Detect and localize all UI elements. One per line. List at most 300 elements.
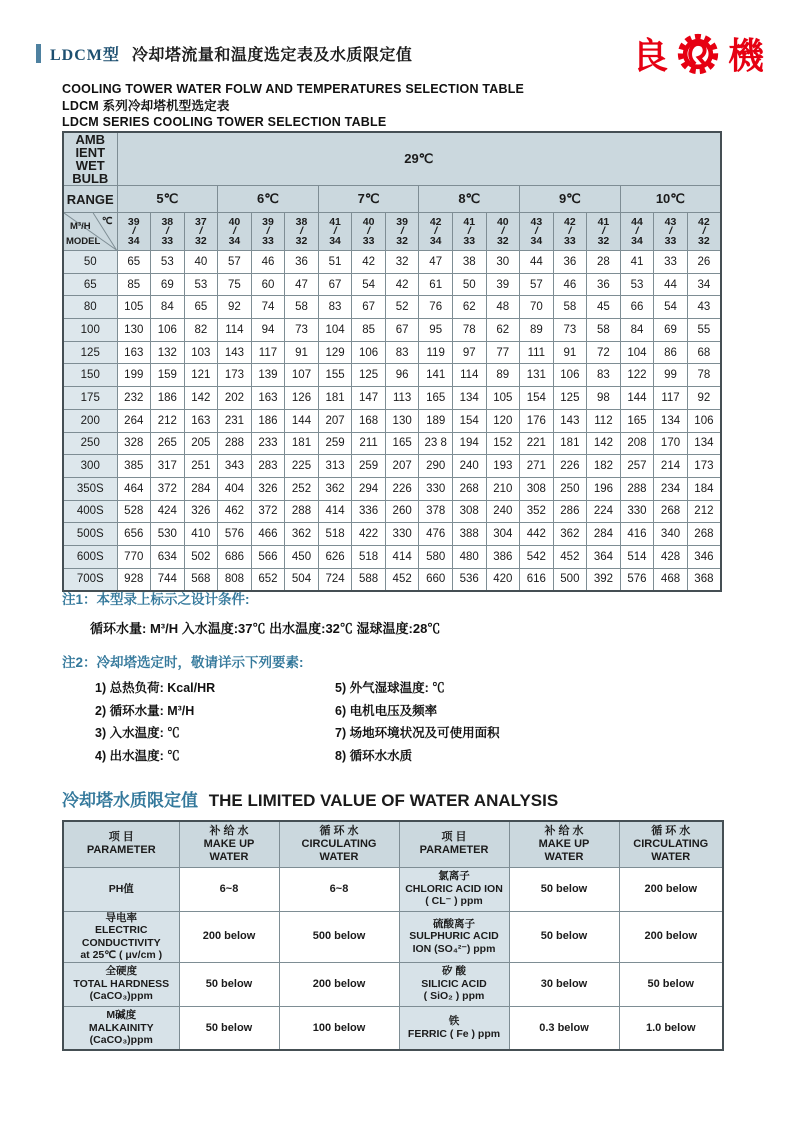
flow-value-cell: 129 (318, 341, 352, 364)
water-cell-line: ELECTRIC CONDUCTIVITY (81, 924, 161, 949)
flow-value-cell: 193 (486, 455, 520, 478)
fraction-slash: / (266, 225, 270, 237)
outlet-temp: 34 (429, 235, 442, 247)
flow-value-cell: 26 (687, 251, 721, 274)
water-table-header-row (63, 821, 723, 867)
flow-value-cell: 414 (385, 545, 419, 568)
selection-row (63, 409, 721, 432)
flow-value-cell: 159 (151, 364, 185, 387)
inlet-outlet-temp-header (251, 213, 285, 251)
flow-value-cell: 78 (687, 364, 721, 387)
water-header-line: 循 环 水 (651, 824, 691, 837)
brand-logo-right-char: 機 (727, 35, 764, 76)
flow-value-cell: 207 (385, 455, 419, 478)
flow-value-cell: 176 (520, 409, 554, 432)
water-limit-cell (509, 911, 619, 962)
flow-value-cell: 211 (352, 432, 386, 455)
flow-value-cell: 308 (452, 500, 486, 523)
flow-value-cell: 416 (620, 523, 654, 546)
flow-value-cell: 104 (620, 341, 654, 364)
water-column-header (63, 821, 179, 867)
model-cell: 500S (63, 523, 117, 546)
water-cell-line: ION (SO₄²⁻) ppm (412, 942, 496, 955)
flow-value-cell: 96 (385, 364, 419, 387)
water-limit-cell (619, 1006, 723, 1050)
flow-value-cell: 392 (587, 568, 621, 591)
flow-unit-label: M³/H (70, 221, 91, 232)
inlet-temp: 39 (262, 216, 274, 228)
flow-value-cell: 259 (352, 455, 386, 478)
water-cell-line: 矽 酸 (442, 965, 466, 978)
inlet-temp: 40 (496, 216, 509, 228)
flow-value-cell: 343 (218, 455, 252, 478)
flow-value-cell: 39 (486, 273, 520, 296)
water-analysis-table (62, 820, 724, 1051)
water-limit-cell (179, 911, 279, 962)
flow-value-cell: 330 (419, 477, 453, 500)
water-header-line: 补 给 水 (209, 824, 249, 837)
flow-value-cell: 154 (452, 409, 486, 432)
flow-value-cell: 616 (520, 568, 554, 591)
water-parameter-cell (63, 911, 179, 962)
inlet-temp: 41 (597, 216, 610, 228)
flow-value-cell: 112 (587, 409, 621, 432)
water-cell-line: M碱度 (106, 1009, 137, 1021)
flow-value-cell: 530 (151, 523, 185, 546)
selection-row (63, 296, 721, 319)
water-cell-line: 30 below (540, 977, 588, 990)
flow-value-cell: 528 (117, 500, 151, 523)
range-group: 7℃ (318, 186, 419, 213)
flow-value-cell: 372 (151, 477, 185, 500)
flow-value-cell: 70 (520, 296, 554, 319)
selection-row (63, 523, 721, 546)
flow-value-cell: 89 (486, 364, 520, 387)
flow-value-cell: 134 (687, 432, 721, 455)
flow-value-cell: 154 (520, 387, 554, 410)
flow-value-cell: 130 (385, 409, 419, 432)
flow-value-cell: 62 (486, 319, 520, 342)
water-header-line: MAKE UP (538, 837, 590, 850)
outlet-temp: 32 (597, 235, 610, 247)
flow-value-cell: 424 (151, 500, 185, 523)
range-group: 8℃ (419, 186, 520, 213)
water-cell-line: 100 below (312, 1021, 366, 1034)
water-cell-line: SILICIC ACID (421, 977, 487, 990)
flow-value-cell: 304 (486, 523, 520, 546)
flow-value-cell: 50 (452, 273, 486, 296)
water-parameter-cell (399, 962, 509, 1006)
flow-value-cell: 181 (553, 432, 587, 455)
flow-value-cell: 168 (352, 409, 386, 432)
flow-value-cell: 105 (117, 296, 151, 319)
flow-value-cell: 271 (520, 455, 554, 478)
water-analysis-title-zh: 冷却塔水质限定值 (62, 791, 198, 810)
flow-value-cell: 536 (452, 568, 486, 591)
flow-value-cell: 212 (151, 409, 185, 432)
flow-value-cell: 114 (218, 319, 252, 342)
page-title: 冷却塔流量和温度选定表及水质限定值 (131, 47, 413, 64)
flow-value-cell: 724 (318, 568, 352, 591)
outlet-temp: 32 (295, 235, 308, 247)
flow-value-cell: 340 (654, 523, 688, 546)
flow-value-cell: 152 (486, 432, 520, 455)
water-header-line: PARAMETER (419, 844, 489, 857)
inlet-outlet-temp-header (687, 213, 721, 251)
outlet-temp: 34 (631, 235, 643, 247)
inlet-temp: 42 (564, 216, 576, 228)
note-1-title: 注1：本型录上标示之设计条件: (62, 592, 250, 607)
flow-value-cell: 54 (654, 296, 688, 319)
fraction-slash: / (367, 225, 371, 237)
flow-value-cell: 308 (520, 477, 554, 500)
flow-value-cell: 82 (184, 319, 218, 342)
flow-value-cell: 221 (520, 432, 554, 455)
subtitle-block (62, 81, 524, 131)
inlet-temp: 38 (161, 216, 174, 228)
subtitle-line: LDCM SERIES COOLING TOWER SELECTION TABLE (62, 115, 387, 129)
flow-value-cell: 69 (654, 319, 688, 342)
flow-value-cell: 251 (184, 455, 218, 478)
water-column-header (399, 821, 509, 867)
outlet-temp: 34 (530, 235, 543, 247)
water-header-line: CIRCULATING (301, 837, 377, 850)
fraction-slash: / (568, 225, 572, 237)
water-parameter-cell (399, 911, 509, 962)
model-cell: 150 (63, 364, 117, 387)
flow-value-cell: 85 (117, 273, 151, 296)
flow-value-cell: 182 (587, 455, 621, 478)
water-limit-cell (509, 962, 619, 1006)
flow-value-cell: 504 (285, 568, 319, 591)
selection-row (63, 273, 721, 296)
flow-value-cell: 420 (486, 568, 520, 591)
page-header (36, 42, 412, 65)
flow-value-cell: 514 (620, 545, 654, 568)
water-header-line: WATER (319, 850, 359, 863)
flow-value-cell: 114 (452, 364, 486, 387)
flow-value-cell: 336 (352, 500, 386, 523)
water-limit-cell (619, 867, 723, 911)
flow-value-cell: 98 (587, 387, 621, 410)
range-group: 10℃ (620, 186, 721, 213)
water-cell-line: 6~8 (329, 882, 349, 895)
flow-value-cell: 189 (419, 409, 453, 432)
model-cell: 250 (63, 432, 117, 455)
flow-value-cell: 576 (218, 523, 252, 546)
flow-value-cell: 317 (151, 455, 185, 478)
inlet-outlet-temp-header (587, 213, 621, 251)
brand-logo (632, 28, 764, 79)
flow-value-cell: 196 (587, 477, 621, 500)
flow-value-cell: 284 (587, 523, 621, 546)
flow-value-cell: 111 (520, 341, 554, 364)
flow-value-cell: 422 (352, 523, 386, 546)
flow-value-cell: 106 (687, 409, 721, 432)
flow-value-cell: 47 (419, 251, 453, 274)
model-cell: 700S (63, 568, 117, 591)
water-column-header (619, 821, 723, 867)
model-cell: 100 (63, 319, 117, 342)
flow-value-cell: 57 (218, 251, 252, 274)
flow-value-cell: 163 (117, 341, 151, 364)
flow-value-cell: 165 (385, 432, 419, 455)
water-cell-line: MALKAINITY (88, 1021, 154, 1034)
flow-value-cell: 36 (553, 251, 587, 274)
inlet-temp: 40 (228, 216, 241, 228)
water-cell-line: at 25℃ ( μv/cm ) (80, 949, 163, 961)
flow-value-cell: 53 (151, 251, 185, 274)
flow-value-cell: 51 (318, 251, 352, 274)
flow-value-cell: 28 (587, 251, 621, 274)
water-header-line: 项 目 (108, 831, 134, 844)
outlet-temp: 33 (664, 235, 677, 247)
water-cell-line: FERRIC ( Fe ) ppm (407, 1027, 501, 1040)
fraction-slash: / (534, 225, 538, 237)
flow-value-cell: 131 (520, 364, 554, 387)
range-label: RANGE (63, 186, 117, 213)
flow-value-cell: 58 (587, 319, 621, 342)
flow-value-cell: 55 (687, 319, 721, 342)
flow-value-cell: 36 (587, 273, 621, 296)
inlet-outlet-temp-header (452, 213, 486, 251)
water-cell-line: 50 below (205, 977, 253, 990)
flow-value-cell: 57 (520, 273, 554, 296)
flow-value-cell: 62 (452, 296, 486, 319)
flow-value-cell: 468 (654, 568, 688, 591)
range-group: 5℃ (117, 186, 218, 213)
flow-value-cell: 233 (251, 432, 285, 455)
fraction-slash: / (300, 225, 303, 237)
fraction-slash: / (702, 225, 706, 237)
flow-value-cell: 47 (285, 273, 319, 296)
flow-value-cell: 104 (318, 319, 352, 342)
model-label: MODEL (66, 236, 101, 247)
flow-value-cell: 286 (553, 500, 587, 523)
model-cell: 350S (63, 477, 117, 500)
temp-pair-header-row (63, 213, 721, 251)
flow-value-cell: 132 (151, 341, 185, 364)
water-limit-cell (179, 962, 279, 1006)
water-table-row (63, 962, 723, 1006)
water-parameter-cell (63, 1006, 179, 1050)
water-cell-line: ( SiO₂ ) ppm (423, 990, 485, 1003)
flow-value-cell: 588 (352, 568, 386, 591)
water-cell-line: 6~8 (219, 882, 239, 895)
flow-value-cell: 144 (620, 387, 654, 410)
flow-value-cell: 368 (687, 568, 721, 591)
temp-unit-label: ℃ (101, 216, 113, 227)
flow-value-cell: 36 (285, 251, 319, 274)
water-cell-line: ( CL⁻ ) ppm (425, 895, 483, 908)
water-cell-line: 50 below (540, 882, 588, 895)
flow-value-cell: 480 (452, 545, 486, 568)
selection-table (62, 131, 722, 592)
selection-row (63, 341, 721, 364)
flow-value-cell: 30 (486, 251, 520, 274)
flow-value-cell: 928 (117, 568, 151, 591)
flow-value-cell: 568 (184, 568, 218, 591)
flow-value-cell: 186 (151, 387, 185, 410)
flow-value-cell: 41 (620, 251, 654, 274)
water-cell-line: 铁 (448, 1015, 460, 1028)
flow-value-cell: 48 (486, 296, 520, 319)
flow-value-cell: 163 (251, 387, 285, 410)
fraction-slash: / (501, 225, 505, 237)
flow-value-cell: 165 (419, 387, 453, 410)
water-cell-line: 全硬度 (105, 965, 137, 978)
flow-value-cell: 76 (419, 296, 453, 319)
outlet-temp: 32 (698, 235, 710, 247)
flow-value-cell: 68 (687, 341, 721, 364)
flow-value-cell: 214 (654, 455, 688, 478)
inlet-outlet-temp-header (620, 213, 654, 251)
flow-value-cell: 284 (184, 477, 218, 500)
inlet-outlet-temp-header (419, 213, 453, 251)
flow-value-cell: 54 (352, 273, 386, 296)
flow-value-cell: 130 (117, 319, 151, 342)
flow-value-cell: 542 (520, 545, 554, 568)
flow-value-cell: 92 (218, 296, 252, 319)
flow-value-cell: 44 (520, 251, 554, 274)
flow-value-cell: 464 (117, 477, 151, 500)
selection-row (63, 545, 721, 568)
range-group: 9℃ (520, 186, 621, 213)
flow-value-cell: 212 (687, 500, 721, 523)
inlet-outlet-temp-header (151, 213, 185, 251)
flow-value-cell: 686 (218, 545, 252, 568)
flow-value-cell: 95 (419, 319, 453, 342)
flow-value-cell: 313 (318, 455, 352, 478)
flow-value-cell: 199 (117, 364, 151, 387)
flow-value-cell: 125 (352, 364, 386, 387)
water-limit-cell (619, 911, 723, 962)
water-limit-cell (619, 962, 723, 1006)
flow-value-cell: 288 (218, 432, 252, 455)
water-header-line: WATER (544, 850, 584, 863)
flow-value-cell: 84 (620, 319, 654, 342)
flow-value-cell: 134 (452, 387, 486, 410)
fraction-slash: / (199, 225, 203, 237)
flow-value-cell: 466 (251, 523, 285, 546)
inlet-temp: 40 (362, 216, 375, 228)
inlet-outlet-temp-header (218, 213, 252, 251)
water-cell-line: 200 below (202, 930, 256, 943)
flow-value-cell: 147 (352, 387, 386, 410)
water-cell-line: (CaCO₃)ppm (89, 1034, 153, 1046)
inlet-temp: 43 (664, 216, 677, 228)
flow-value-cell: 113 (385, 387, 419, 410)
flow-value-cell: 121 (184, 364, 218, 387)
flow-value-cell: 61 (419, 273, 453, 296)
flow-value-cell: 208 (620, 432, 654, 455)
flow-value-cell: 328 (117, 432, 151, 455)
note-2-list-right (335, 678, 500, 768)
range-group: 6℃ (218, 186, 319, 213)
water-table-row (63, 1006, 723, 1050)
flow-value-cell: 60 (251, 273, 285, 296)
outlet-temp: 33 (564, 235, 576, 247)
flow-value-cell: 117 (654, 387, 688, 410)
gear-logo-icon (676, 32, 720, 76)
outlet-temp: 32 (195, 235, 207, 247)
outlet-temp: 33 (463, 235, 476, 247)
flow-value-cell: 808 (218, 568, 252, 591)
flow-value-cell: 74 (251, 296, 285, 319)
flow-value-cell: 106 (151, 319, 185, 342)
flow-value-cell: 65 (117, 251, 151, 274)
fraction-slash: / (434, 225, 438, 237)
selection-row (63, 364, 721, 387)
selection-row (63, 387, 721, 410)
flow-value-cell: 44 (654, 273, 688, 296)
flow-value-cell: 38 (452, 251, 486, 274)
flow-value-cell: 181 (318, 387, 352, 410)
water-cell-line: 500 below (312, 930, 366, 943)
flow-value-cell: 265 (151, 432, 185, 455)
flow-value-cell: 240 (486, 500, 520, 523)
water-table-row (63, 911, 723, 962)
flow-value-cell: 656 (117, 523, 151, 546)
flow-value-cell: 194 (452, 432, 486, 455)
flow-value-cell: 450 (285, 545, 319, 568)
water-cell-line: 200 below (312, 977, 366, 990)
flow-value-cell: 66 (620, 296, 654, 319)
flow-value-cell: 330 (385, 523, 419, 546)
flow-value-cell: 83 (385, 341, 419, 364)
flow-value-cell: 84 (151, 296, 185, 319)
flow-value-cell: 40 (184, 251, 218, 274)
flow-value-cell: 142 (184, 387, 218, 410)
flow-value-cell: 462 (218, 500, 252, 523)
fraction-slash: / (232, 225, 236, 237)
fraction-slash: / (467, 225, 471, 237)
flow-value-cell: 97 (452, 341, 486, 364)
flow-value-cell: 155 (318, 364, 352, 387)
flow-value-cell: 144 (285, 409, 319, 432)
flow-value-cell: 234 (654, 477, 688, 500)
note-2-list-left (95, 678, 215, 768)
note-2 (62, 651, 304, 671)
flow-value-cell: 53 (184, 273, 218, 296)
flow-value-cell: 33 (654, 251, 688, 274)
flow-value-cell: 143 (218, 341, 252, 364)
model-cell: 65 (63, 273, 117, 296)
flow-value-cell: 89 (520, 319, 554, 342)
flow-value-cell: 362 (553, 523, 587, 546)
flow-value-cell: 660 (419, 568, 453, 591)
flow-value-cell: 452 (553, 545, 587, 568)
model-cell: 600S (63, 545, 117, 568)
flow-value-cell: 386 (486, 545, 520, 568)
flow-value-cell: 165 (620, 409, 654, 432)
selection-row (63, 500, 721, 523)
inlet-outlet-temp-header (285, 213, 319, 251)
fraction-slash: / (333, 225, 337, 237)
flow-value-cell: 139 (251, 364, 285, 387)
fraction-slash: / (400, 225, 404, 237)
flow-value-cell: 117 (251, 341, 285, 364)
flow-value-cell: 207 (318, 409, 352, 432)
flow-value-cell: 580 (419, 545, 453, 568)
flow-value-cell: 264 (117, 409, 151, 432)
flow-value-cell: 257 (620, 455, 654, 478)
inlet-temp: 44 (631, 216, 643, 228)
water-limit-cell (279, 911, 399, 962)
flow-value-cell: 184 (687, 477, 721, 500)
note-2-title: 注2：冷却塔选定时，敬请详示下列要素: (62, 655, 304, 670)
flow-value-cell: 362 (318, 477, 352, 500)
